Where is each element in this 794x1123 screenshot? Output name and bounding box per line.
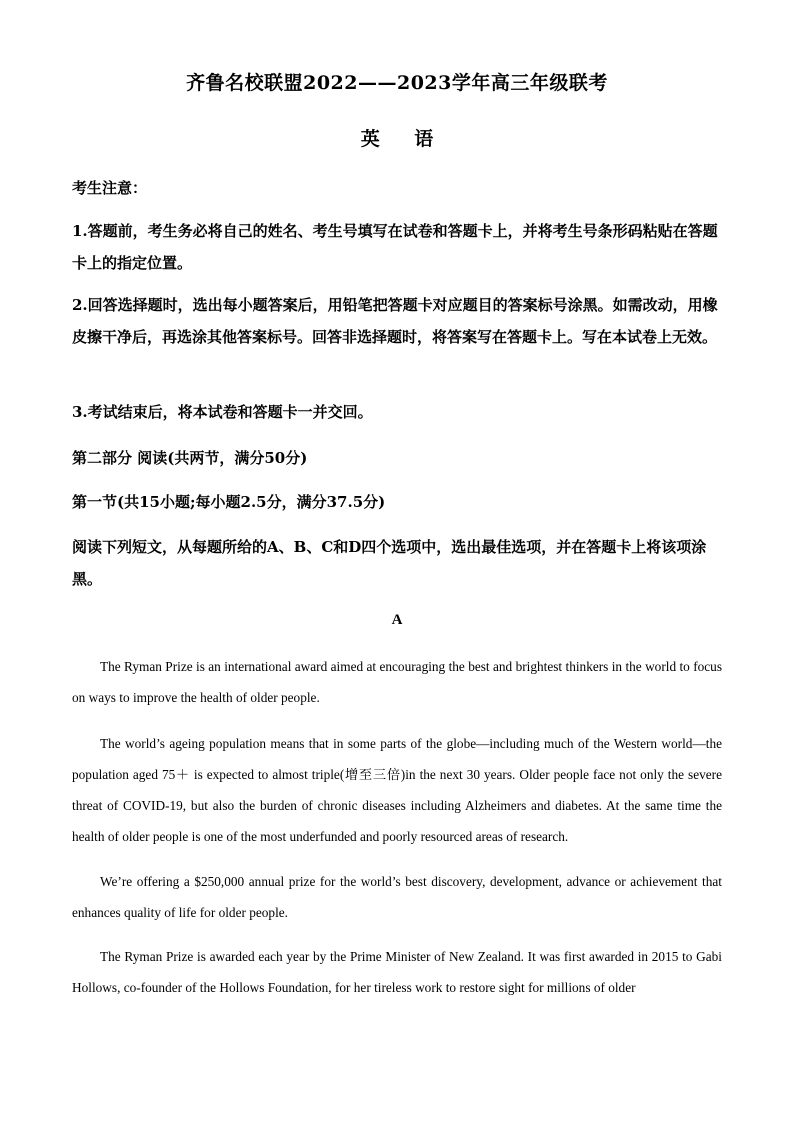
section-heading: 第一节(共15小题;每小题2.5分，满分37.5分) (72, 493, 386, 511)
notice-heading: 考生注意： (72, 179, 148, 197)
passage-paragraph-3: We’re offering a $250,000 annual prize for the world’s best discovery, development, advance or achievement that enhances quality of life for older people. (72, 874, 722, 920)
notice-item-1: 1.答题前，考生务必将自己的姓名、考生号填写在试卷和答题卡上，并将考生号条形码粘贴在答题卡上的指定位置。 (72, 222, 718, 272)
subject-title: 英 语 (360, 128, 448, 150)
exam-title: 齐鲁名校联盟2022——2023学年高三年级联考 (186, 72, 608, 94)
passage-label: A (391, 612, 403, 628)
notice-item-3: 3.考试结束后，将本试卷和答题卡一并交回。 (72, 403, 373, 421)
passage-paragraph-2: The world’s ageing population means that in some parts of the globe—including much of the Western world—the population aged 75＋ is expected to almost triple(增至三倍)in the next 30 years. Older people face not only the severe threat of COVID-19, but also the burden of chronic diseases including Alzheimers and diabetes. At the same time the health of older people is one of the most underfunded and poorly resourced areas of research. (72, 736, 722, 844)
notice-item-2: 2.回答选择题时，选出每小题答案后，用铅笔把答题卡对应题目的答案标号涂黑。如需改动，用橡皮擦干净后，再选涂其他答案标号。回答非选择题时，将答案写在答题卡上。写在本试卷上无效。 (72, 296, 718, 346)
passage-paragraph-4: The Ryman Prize is awarded each year by the Prime Minister of New Zealand. It was first awarded in 2015 to Gabi Hollows, co-founder of the Hollows Foundation, for her tireless work to restore sight for millions of older (72, 949, 722, 995)
part-heading: 第二部分 阅读(共两节，满分50分) (72, 449, 308, 467)
instruction-text: 阅读下列短文，从每题所给的A、B、C和D四个选项中，选出最佳选项，并在答题卡上将该项涂黑。 (72, 538, 707, 588)
passage-paragraph-1: The Ryman Prize is an international award aimed at encouraging the best and brightest thinkers in the world to focus on ways to improve the health of older people. (72, 659, 722, 705)
